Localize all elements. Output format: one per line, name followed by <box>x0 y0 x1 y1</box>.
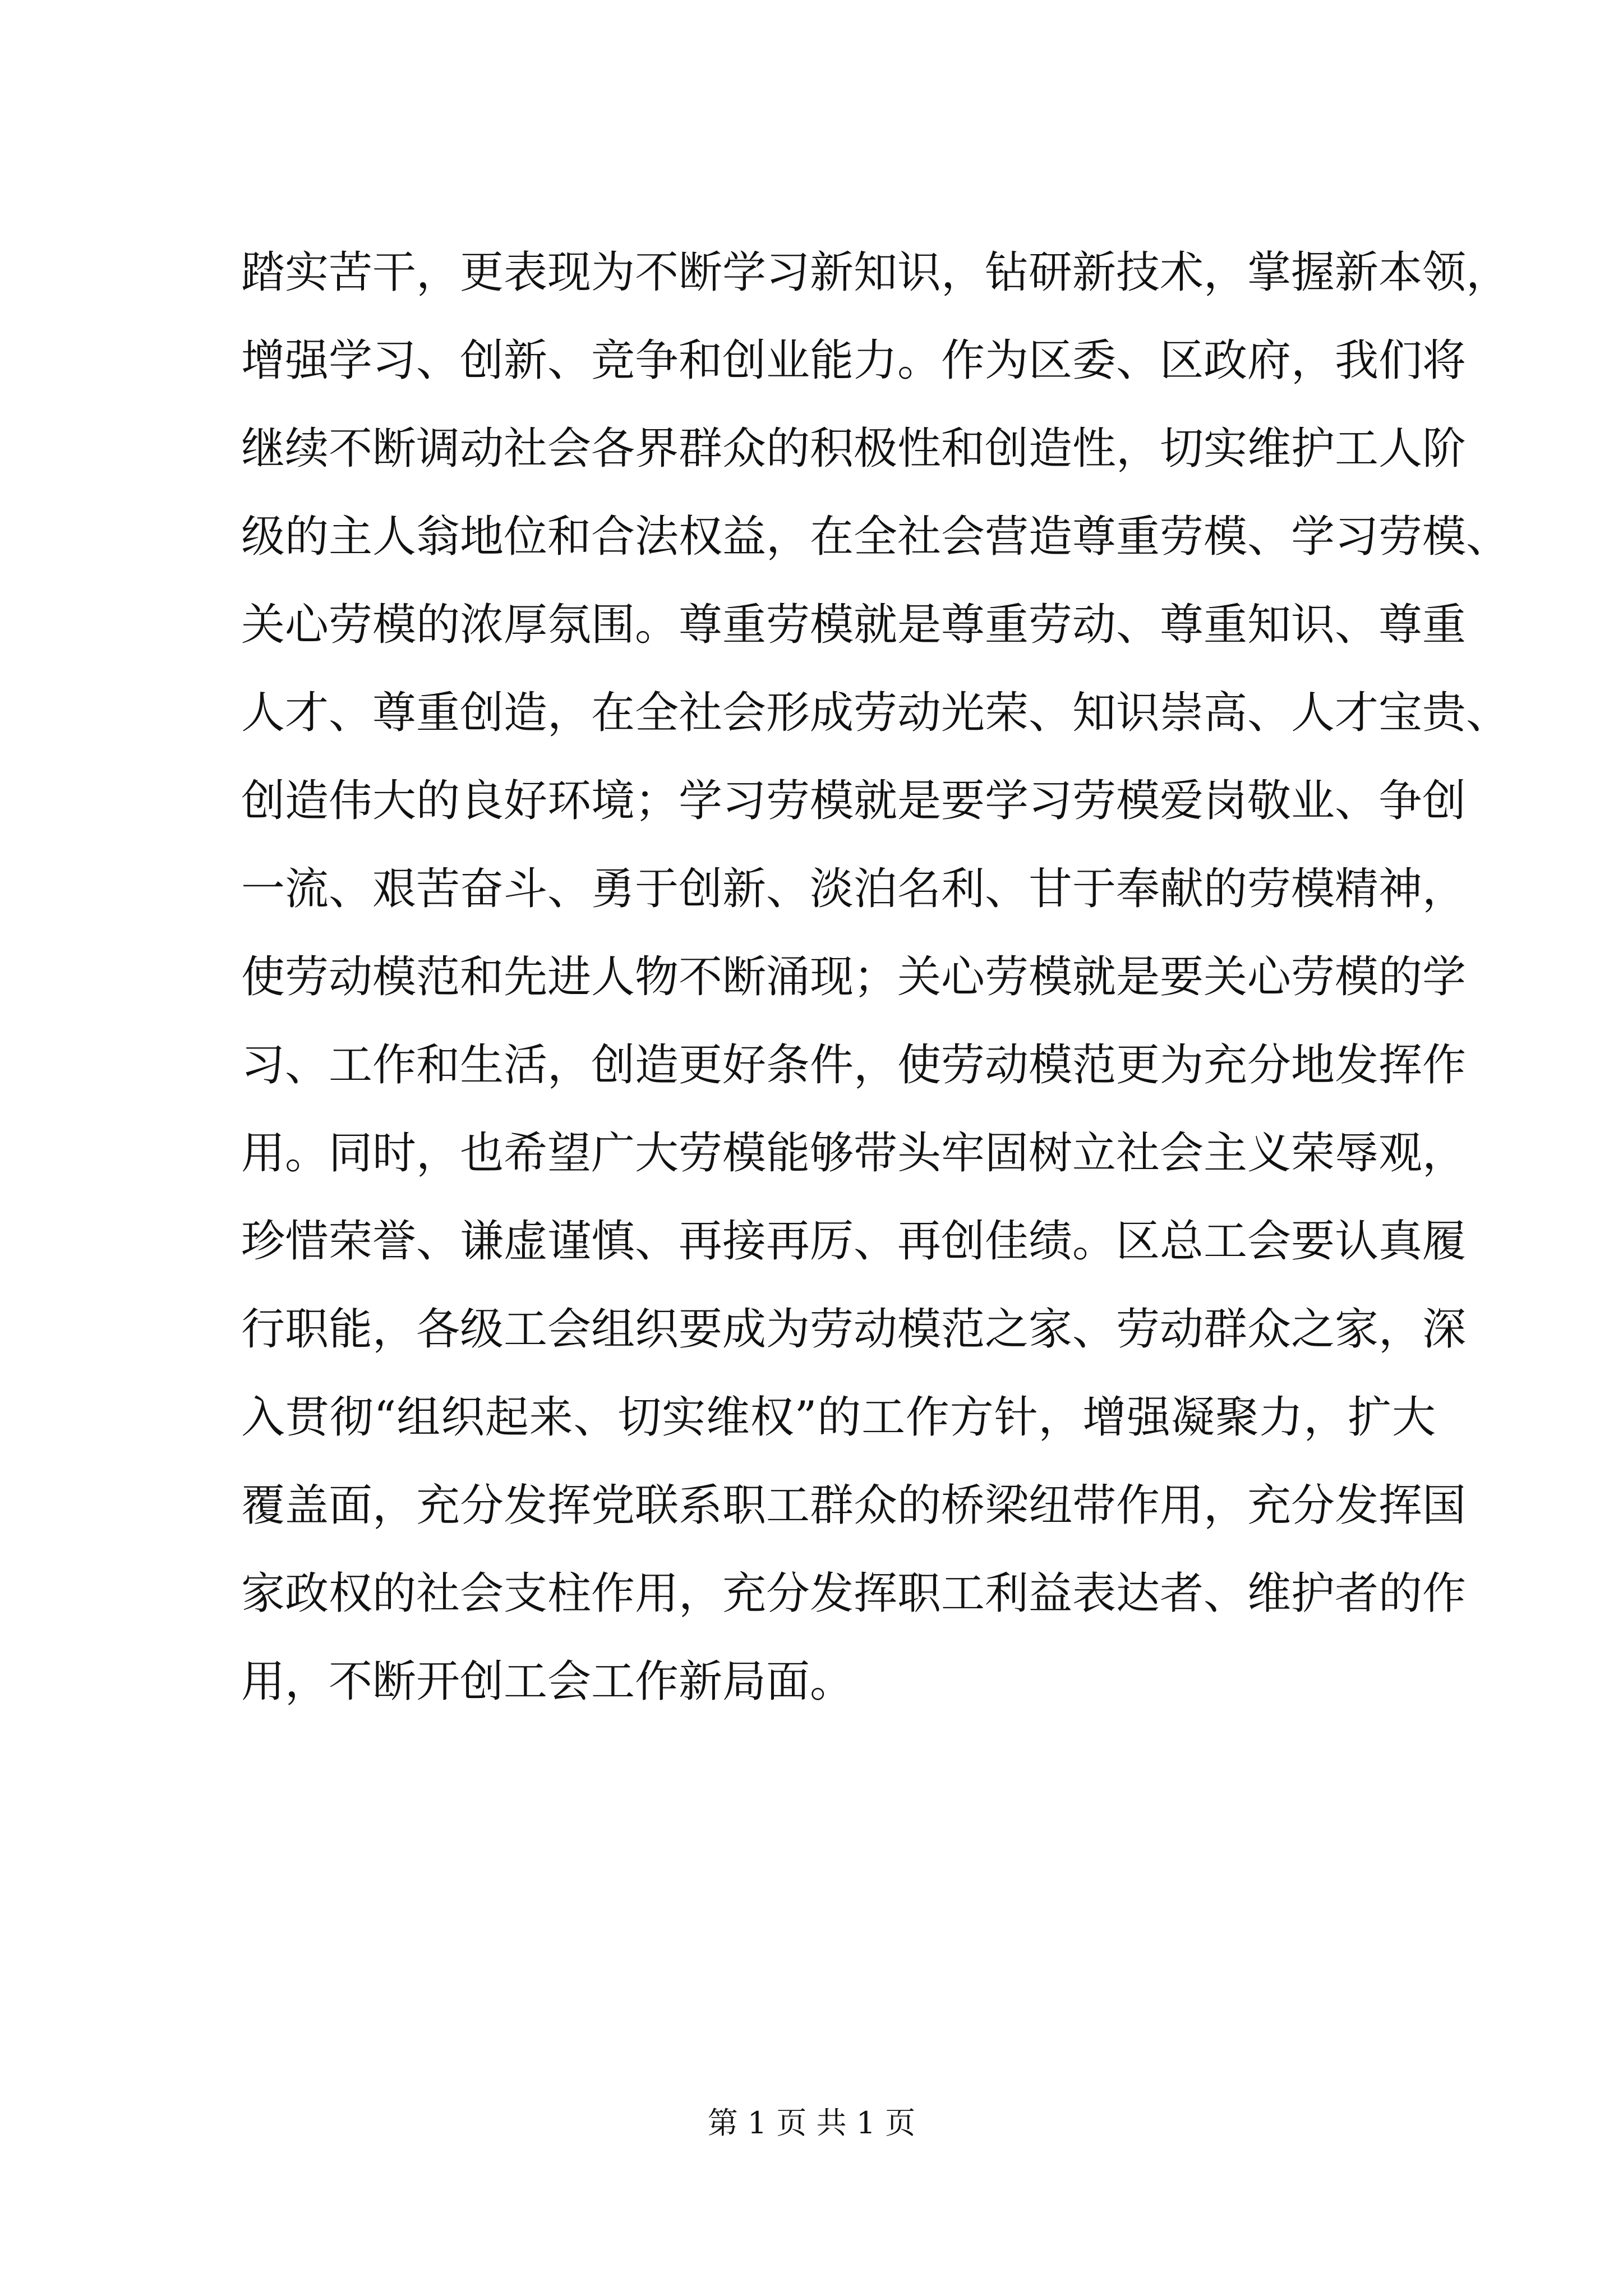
paragraph-line: 习、工作和生活，创造更好条件，使劳动模范更为充分地发挥作 <box>241 1040 1467 1091</box>
paragraph-line: 入贯彻“组织起来、切实维权”的工作方针，增强凝聚力，扩大 <box>241 1392 1436 1443</box>
paragraph-line: 人才、尊重创造，在全社会形成劳动光荣、知识崇高、人才宝贵、 <box>241 688 1510 738</box>
paragraph-line: 家政权的社会支柱作用，充分发挥职工利益表达者、维护者的作 <box>241 1568 1467 1619</box>
paragraph-line: 关心劳模的浓厚氛围。尊重劳模就是尊重劳动、尊重知识、尊重 <box>241 600 1467 650</box>
paragraph-line: 珍惜荣誉、谦虚谨慎、再接再厉、再创佳绩。区总工会要认真履 <box>241 1216 1467 1267</box>
body-paragraph <box>241 229 1510 1726</box>
page-number-footer: 第 1 页 共 1 页 <box>707 2105 916 2141</box>
paragraph-line: 创造伟大的良好环境；学习劳模就是要学习劳模爱岗敬业、争创 <box>241 776 1467 826</box>
paragraph-line: 级的主人翁地位和合法权益，在全社会营造尊重劳模、学习劳模、 <box>241 512 1510 562</box>
paragraph-line: 继续不断调动社会各界群众的积极性和创造性，切实维护工人阶 <box>241 424 1467 474</box>
paragraph-line: 使劳动模范和先进人物不断涌现；关心劳模就是要关心劳模的学 <box>241 952 1467 1002</box>
paragraph-line: 覆盖面，充分发挥党联系职工群众的桥梁纽带作用，充分发挥国 <box>241 1480 1467 1531</box>
paragraph-line: 增强学习、创新、竞争和创业能力。作为区委、区政府，我们将 <box>241 335 1467 386</box>
paragraph-line: 踏实苦干，更表现为不断学习新知识，钻研新技术，掌握新本领， <box>241 247 1510 298</box>
paragraph-line: 用，不断开创工会工作新局面。 <box>241 1657 854 1707</box>
paragraph-line: 一流、艰苦奋斗、勇于创新、淡泊名利、甘于奉献的劳模精神， <box>241 864 1467 914</box>
paragraph-line: 用。同时，也希望广大劳模能够带头牢固树立社会主义荣辱观， <box>241 1128 1467 1179</box>
paragraph-line: 行职能，各级工会组织要成为劳动模范之家、劳动群众之家，深 <box>241 1304 1467 1355</box>
